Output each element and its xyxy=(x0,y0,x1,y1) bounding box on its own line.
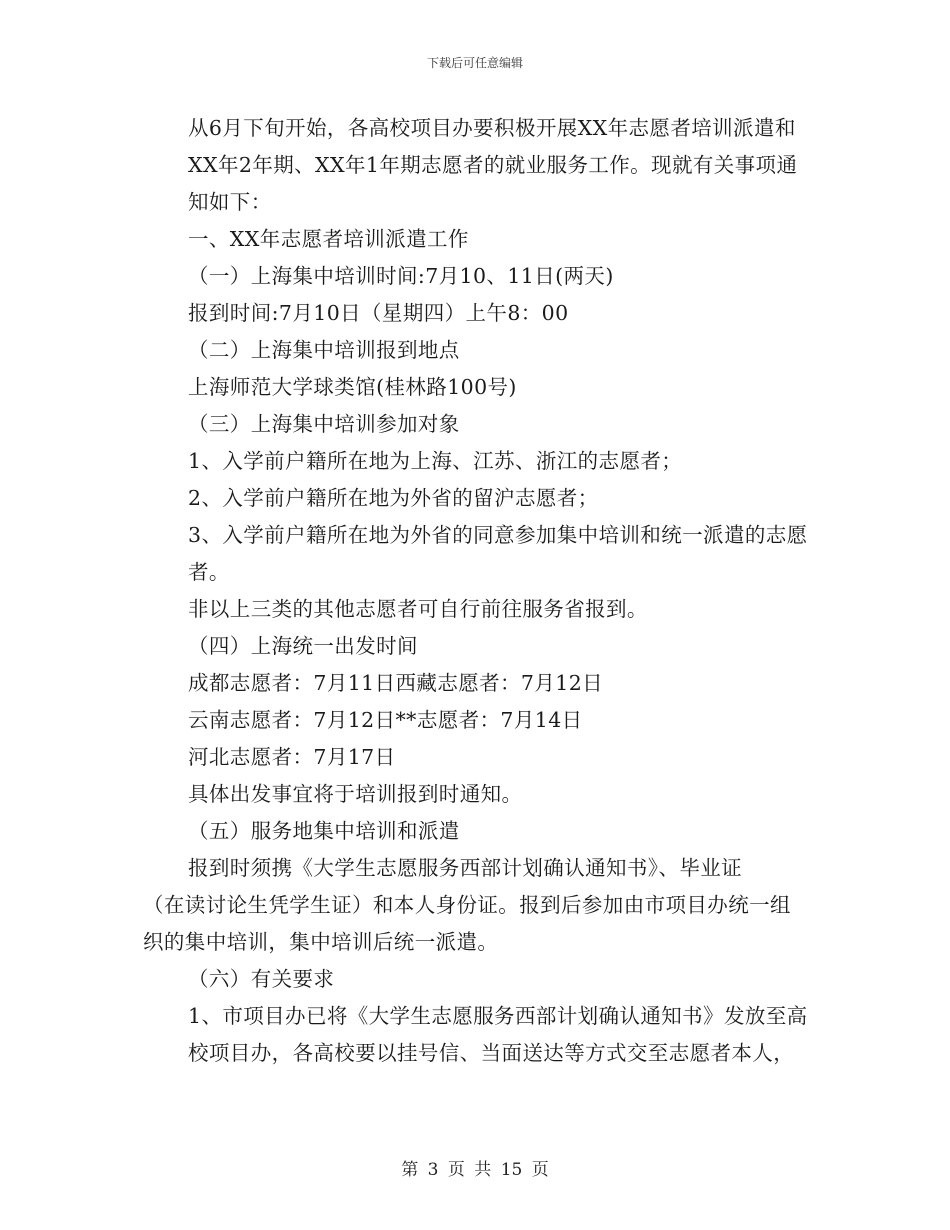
list-item: 1、入学前户籍所在地为上海、江苏、浙江的志愿者； xyxy=(188,449,683,473)
schedule-line: 云南志愿者：7月12日**志愿者：7月14日 xyxy=(188,708,583,732)
paragraph: （在读讨论生凭学生证）和本人身份证。报到后参加由市项目办统一组织的集中培训，集中培训后统一派遣。 xyxy=(143,893,791,954)
subsection-heading: （一）上海集中培训时间:7月10、11日(两天) xyxy=(188,264,614,288)
section-heading: 一、XX年志愿者培训派遣工作 xyxy=(188,227,469,251)
subsection-heading: （三）上海集中培训参加对象 xyxy=(188,412,460,436)
subsection-heading: （六）有关要求 xyxy=(188,967,335,991)
subsection-heading: （四）上海统一出发时间 xyxy=(188,634,418,658)
page-header: 下载后可任意编辑 xyxy=(426,56,523,70)
list-item: 3、入学前户籍所在地为外省的同意参加集中培训和统一派遣的志愿者。 xyxy=(188,523,808,584)
schedule-line: 河北志愿者：7月17日 xyxy=(188,745,396,769)
paragraph: 上海师范大学球类馆(桂林路100号) xyxy=(188,375,517,399)
subsection-heading: （五）服务地集中培训和派遣 xyxy=(188,819,460,843)
subsection-heading: （二）上海集中培训报到地点 xyxy=(188,338,460,362)
paragraph: 非以上三类的其他志愿者可自行前往服务省报到。 xyxy=(188,597,648,621)
paragraph: 从6月下旬开始，各高校项目办要积极开展XX年志愿者培训派遣和XX年2年期、XX年1年期志愿者的就业服务工作。现就有关事项通知如下： xyxy=(188,116,798,214)
document-body xyxy=(143,110,809,1072)
paragraph: 具体出发事宜将于培训报到时通知。 xyxy=(188,782,523,806)
list-item: 1、市项目办已将《大学生志愿服务西部计划确认通知书》发放至高校项目办，各高校要以挂号信、当面送达等方式交至志愿者本人， xyxy=(188,1004,808,1065)
list-item: 2、入学前户籍所在地为外省的留沪志愿者； xyxy=(188,486,599,510)
paragraph: 报到时间:7月10日（星期四）上午8：00 xyxy=(188,301,569,325)
paragraph: 报到时须携《大学生志愿服务西部计划确认通知书》、毕业证 xyxy=(188,856,743,880)
page-footer: 第 3 页 共 15 页 xyxy=(401,1160,549,1180)
schedule-line: 成都志愿者：7月11日西藏志愿者：7月12日 xyxy=(188,671,604,695)
